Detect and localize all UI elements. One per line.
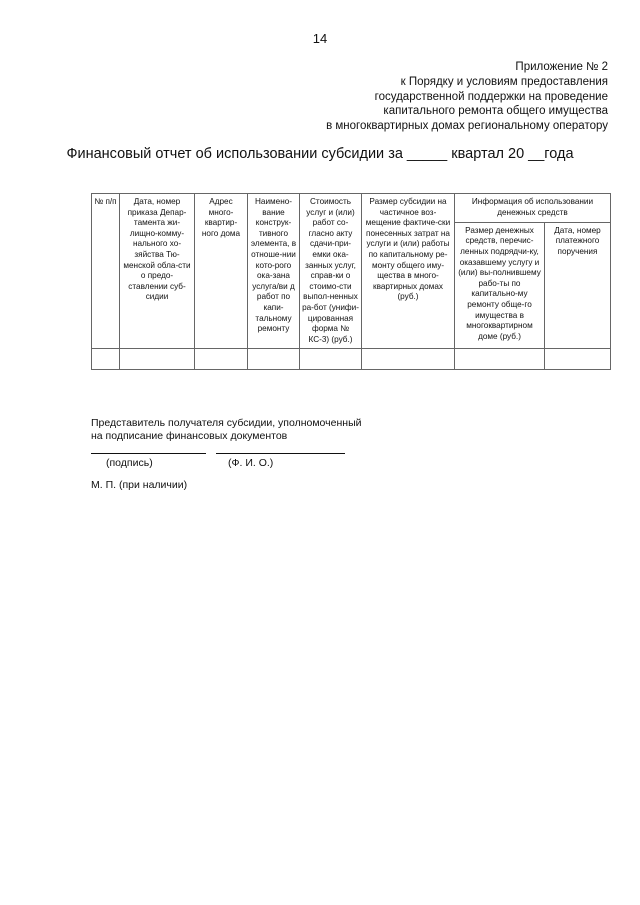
table-cell[interactable] [455, 349, 545, 370]
representative-line: Представитель получателя субсидии, уполномоченный [91, 417, 362, 429]
header-number: № п/п [92, 194, 120, 349]
name-label: (Ф. И. О.) [228, 457, 274, 469]
appendix-header [326, 60, 608, 134]
table-cell[interactable] [362, 349, 455, 370]
header-payment-order: Дата, номер платежного поручения [545, 222, 611, 348]
representative-text [91, 417, 361, 442]
table-cell[interactable] [300, 349, 362, 370]
report-table [91, 193, 611, 370]
header-amount-transferred: Размер денежных средств, перечис-ленных подрядчи-ку, оказавшему услугу и (или) вы-полнившему рабо-ты по капитально-му ремонту обще-го имущества в многоквартирном доме (руб.) [455, 222, 545, 348]
appendix-line: капитального ремонта общего имущества [383, 105, 608, 118]
table-header-row [92, 194, 611, 223]
table-cell[interactable] [545, 349, 611, 370]
header-order-date: Дата, номер приказа Депар-тамента жи-лищно-комму-нального хо-зяйства Тю-менской обла-сти о предо-ставлении суб-сидии [120, 194, 195, 349]
signature-label: (подпись) [106, 457, 153, 469]
table-row [92, 349, 611, 370]
header-subsidy: Размер субсидии на частичное воз-мещение фактиче-ски понесенных затрат на услуги и (или) работы по капитальному ре-монту общего иму-щества в много-квартирных домах (руб.) [362, 194, 455, 349]
name-line[interactable] [216, 453, 345, 454]
table-cell[interactable] [195, 349, 248, 370]
table-cell[interactable] [248, 349, 300, 370]
signature-line[interactable] [91, 453, 206, 454]
appendix-line: к Порядку и условиям предоставления [400, 75, 608, 88]
header-funds-info: Информация об использовании денежных средств [455, 194, 611, 223]
report-title: Финансовый отчет об использовании субсидии за _____ квартал 20 __года [66, 146, 574, 162]
appendix-line: в многоквартирных домах региональному оператору [326, 120, 608, 133]
header-cost: Стоимость услуг и (или) работ со-гласно акту сдачи-при-емки ока-занных услуг, справ-ки о стоимо-сти выпол-ненных ра-бот (унифи-цированная форма № КС-3) (руб.) [300, 194, 362, 349]
appendix-line: государственной поддержки на проведение [374, 90, 608, 103]
appendix-line: Приложение № 2 [515, 61, 608, 73]
table-cell[interactable] [120, 349, 195, 370]
header-address: Адрес много-квартир-ного дома [195, 194, 248, 349]
header-element: Наимено-вание конструк-тивного элемента, в отноше-нии кото-рого ока-зана услуга/ви д работ по капи-тальному ремонту [248, 194, 300, 349]
stamp-note: М. П. (при наличии) [91, 479, 188, 491]
table-cell[interactable] [92, 349, 120, 370]
page-number: 14 [312, 31, 328, 46]
representative-line: на подписание финансовых документов [91, 429, 288, 442]
